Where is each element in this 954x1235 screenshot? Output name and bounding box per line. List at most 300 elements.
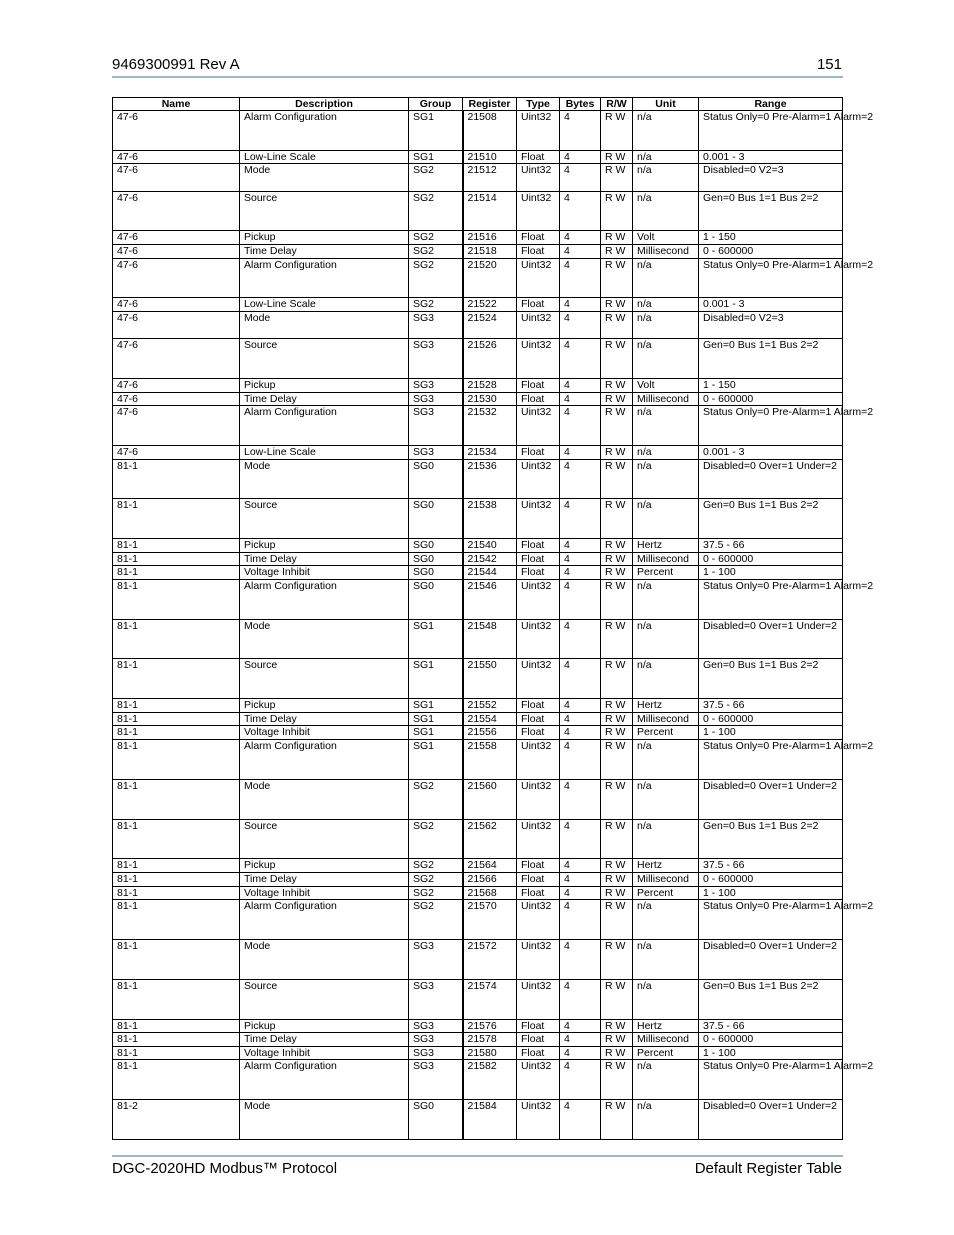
cell-unit: n/a	[633, 579, 699, 619]
cell-bytes: 4	[560, 659, 601, 699]
table-header-row	[113, 98, 843, 111]
table-row	[113, 699, 843, 713]
cell-name: 47-6	[113, 339, 240, 379]
cell-name: 47-6	[113, 244, 240, 258]
cell-register: 21514	[463, 191, 517, 231]
cell-description: Alarm Configuration	[240, 740, 409, 780]
cell-bytes: 4	[560, 406, 601, 446]
cell-rw: R W	[601, 298, 633, 312]
table-row	[113, 779, 843, 819]
cell-rw: R W	[601, 579, 633, 619]
cell-bytes: 4	[560, 164, 601, 191]
cell-rw: R W	[601, 244, 633, 258]
cell-name: 81-1	[113, 499, 240, 539]
cell-rw: R W	[601, 1046, 633, 1060]
cell-rw: R W	[601, 726, 633, 740]
table-row	[113, 406, 843, 446]
cell-type: Float	[517, 873, 560, 887]
table-row	[113, 111, 843, 151]
cell-rw: R W	[601, 712, 633, 726]
table-row	[113, 886, 843, 900]
cell-name: 81-1	[113, 726, 240, 740]
footer-rule	[112, 1155, 843, 1157]
cell-register: 21546	[463, 579, 517, 619]
cell-unit: n/a	[633, 819, 699, 859]
cell-group: SG2	[409, 819, 463, 859]
cell-bytes: 4	[560, 459, 601, 499]
cell-bytes: 4	[560, 445, 601, 459]
cell-group: SG2	[409, 164, 463, 191]
cell-description: Mode	[240, 940, 409, 980]
cell-description: Source	[240, 659, 409, 699]
cell-bytes: 4	[560, 392, 601, 406]
cell-range: Gen=0 Bus 1=1 Bus 2=2	[699, 339, 843, 379]
cell-rw: R W	[601, 378, 633, 392]
cell-bytes: 4	[560, 726, 601, 740]
cell-unit: Hertz	[633, 699, 699, 713]
cell-type: Float	[517, 1046, 560, 1060]
cell-unit: n/a	[633, 339, 699, 379]
cell-type: Float	[517, 378, 560, 392]
cell-name: 47-6	[113, 191, 240, 231]
cell-rw: R W	[601, 979, 633, 1019]
cell-group: SG0	[409, 1100, 463, 1140]
cell-type: Float	[517, 552, 560, 566]
column-header-register: Register	[463, 98, 517, 111]
cell-name: 81-1	[113, 900, 240, 940]
cell-unit: Volt	[633, 378, 699, 392]
cell-register: 21520	[463, 258, 517, 298]
cell-group: SG3	[409, 311, 463, 338]
cell-unit: Millisecond	[633, 392, 699, 406]
cell-range: 0.001 - 3	[699, 445, 843, 459]
cell-group: SG3	[409, 1033, 463, 1047]
table-row	[113, 539, 843, 553]
cell-unit: n/a	[633, 150, 699, 164]
cell-unit: n/a	[633, 619, 699, 659]
cell-range: Disabled=0 Over=1 Under=2	[699, 779, 843, 819]
cell-register: 21556	[463, 726, 517, 740]
cell-rw: R W	[601, 859, 633, 873]
cell-group: SG3	[409, 445, 463, 459]
cell-type: Uint32	[517, 164, 560, 191]
cell-type: Uint32	[517, 459, 560, 499]
cell-register: 21554	[463, 712, 517, 726]
cell-register: 21524	[463, 311, 517, 338]
footer-product-title: DGC-2020HD Modbus™ Protocol	[112, 1160, 338, 1177]
cell-name: 81-2	[113, 1100, 240, 1140]
cell-range: Status Only=0 Pre-Alarm=1 Alarm=2	[699, 740, 843, 780]
cell-group: SG0	[409, 579, 463, 619]
cell-name: 81-1	[113, 699, 240, 713]
cell-name: 81-1	[113, 1060, 240, 1100]
table-row	[113, 150, 843, 164]
cell-group: SG2	[409, 231, 463, 245]
cell-type: Uint32	[517, 940, 560, 980]
cell-type: Float	[517, 859, 560, 873]
cell-description: Mode	[240, 1100, 409, 1140]
cell-name: 81-1	[113, 859, 240, 873]
cell-type: Float	[517, 298, 560, 312]
cell-range: 0 - 600000	[699, 873, 843, 887]
cell-name: 81-1	[113, 979, 240, 1019]
cell-description: Time Delay	[240, 244, 409, 258]
cell-name: 81-1	[113, 1033, 240, 1047]
cell-unit: Volt	[633, 231, 699, 245]
cell-rw: R W	[601, 258, 633, 298]
cell-type: Uint32	[517, 900, 560, 940]
cell-description: Mode	[240, 619, 409, 659]
table-row	[113, 579, 843, 619]
cell-range: 37.5 - 66	[699, 1019, 843, 1033]
cell-type: Float	[517, 539, 560, 553]
cell-unit: n/a	[633, 111, 699, 151]
column-header-range: Range	[699, 98, 843, 111]
cell-group: SG2	[409, 191, 463, 231]
cell-group: SG3	[409, 378, 463, 392]
column-header-unit: Unit	[633, 98, 699, 111]
cell-description: Mode	[240, 779, 409, 819]
cell-unit: n/a	[633, 445, 699, 459]
table-row	[113, 231, 843, 245]
cell-register: 21578	[463, 1033, 517, 1047]
cell-group: SG3	[409, 392, 463, 406]
cell-register: 21580	[463, 1046, 517, 1060]
cell-rw: R W	[601, 1019, 633, 1033]
cell-description: Voltage Inhibit	[240, 1046, 409, 1060]
table-row	[113, 740, 843, 780]
cell-unit: n/a	[633, 1060, 699, 1100]
cell-unit: Hertz	[633, 1019, 699, 1033]
cell-register: 21522	[463, 298, 517, 312]
cell-description: Time Delay	[240, 712, 409, 726]
cell-rw: R W	[601, 459, 633, 499]
cell-range: 1 - 100	[699, 566, 843, 580]
cell-type: Float	[517, 1019, 560, 1033]
cell-unit: Millisecond	[633, 552, 699, 566]
cell-register: 21552	[463, 699, 517, 713]
table-row	[113, 1033, 843, 1047]
table-row	[113, 859, 843, 873]
cell-range: Status Only=0 Pre-Alarm=1 Alarm=2	[699, 900, 843, 940]
cell-unit: Percent	[633, 886, 699, 900]
cell-bytes: 4	[560, 712, 601, 726]
cell-unit: n/a	[633, 659, 699, 699]
cell-type: Uint32	[517, 406, 560, 446]
cell-unit: n/a	[633, 940, 699, 980]
cell-register: 21534	[463, 445, 517, 459]
cell-range: 37.5 - 66	[699, 859, 843, 873]
cell-description: Pickup	[240, 539, 409, 553]
column-header-bytes: Bytes	[560, 98, 601, 111]
cell-range: Status Only=0 Pre-Alarm=1 Alarm=2	[699, 258, 843, 298]
cell-rw: R W	[601, 392, 633, 406]
cell-range: 1 - 100	[699, 726, 843, 740]
cell-unit: n/a	[633, 1100, 699, 1140]
cell-name: 81-1	[113, 539, 240, 553]
cell-name: 47-6	[113, 231, 240, 245]
cell-description: Mode	[240, 311, 409, 338]
cell-type: Float	[517, 244, 560, 258]
cell-unit: n/a	[633, 311, 699, 338]
cell-description: Alarm Configuration	[240, 111, 409, 151]
cell-bytes: 4	[560, 819, 601, 859]
table-row	[113, 459, 843, 499]
cell-name: 47-6	[113, 164, 240, 191]
cell-type: Uint32	[517, 619, 560, 659]
cell-rw: R W	[601, 499, 633, 539]
footer-section-title: Default Register Table	[694, 1160, 842, 1177]
cell-bytes: 4	[560, 191, 601, 231]
cell-unit: Millisecond	[633, 712, 699, 726]
cell-rw: R W	[601, 619, 633, 659]
cell-type: Uint32	[517, 819, 560, 859]
cell-group: SG0	[409, 552, 463, 566]
cell-type: Uint32	[517, 339, 560, 379]
cell-rw: R W	[601, 940, 633, 980]
cell-name: 81-1	[113, 873, 240, 887]
cell-bytes: 4	[560, 699, 601, 713]
cell-type: Uint32	[517, 191, 560, 231]
cell-unit: n/a	[633, 900, 699, 940]
cell-bytes: 4	[560, 900, 601, 940]
cell-unit: n/a	[633, 258, 699, 298]
cell-group: SG1	[409, 659, 463, 699]
cell-description: Low-Line Scale	[240, 445, 409, 459]
table-row	[113, 339, 843, 379]
cell-type: Float	[517, 566, 560, 580]
cell-rw: R W	[601, 1060, 633, 1100]
cell-description: Mode	[240, 459, 409, 499]
table-row	[113, 392, 843, 406]
cell-unit: Percent	[633, 566, 699, 580]
cell-name: 81-1	[113, 779, 240, 819]
table-body	[113, 111, 874, 1140]
cell-type: Uint32	[517, 579, 560, 619]
document-number: 9469300991 Rev A	[112, 56, 240, 73]
cell-name: 47-6	[113, 445, 240, 459]
cell-group: SG0	[409, 459, 463, 499]
cell-description: Time Delay	[240, 1033, 409, 1047]
cell-rw: R W	[601, 819, 633, 859]
cell-name: 81-1	[113, 459, 240, 499]
cell-name: 47-6	[113, 111, 240, 151]
cell-range: Status Only=0 Pre-Alarm=1 Alarm=2	[699, 579, 843, 619]
cell-name: 81-1	[113, 712, 240, 726]
cell-register: 21508	[463, 111, 517, 151]
cell-range: Disabled=0 Over=1 Under=2	[699, 459, 843, 499]
table-row	[113, 726, 843, 740]
cell-group: SG1	[409, 740, 463, 780]
cell-unit: n/a	[633, 740, 699, 780]
cell-bytes: 4	[560, 1100, 601, 1140]
cell-name: 81-1	[113, 566, 240, 580]
cell-rw: R W	[601, 699, 633, 713]
cell-name: 81-1	[113, 579, 240, 619]
cell-description: Pickup	[240, 859, 409, 873]
cell-bytes: 4	[560, 258, 601, 298]
cell-range: 0 - 600000	[699, 244, 843, 258]
column-header-description: Description	[240, 98, 409, 111]
cell-description: Pickup	[240, 699, 409, 713]
cell-bytes: 4	[560, 552, 601, 566]
cell-group: SG2	[409, 886, 463, 900]
cell-range: Gen=0 Bus 1=1 Bus 2=2	[699, 979, 843, 1019]
cell-type: Uint32	[517, 111, 560, 151]
cell-name: 81-1	[113, 819, 240, 859]
cell-register: 21576	[463, 1019, 517, 1033]
cell-description: Alarm Configuration	[240, 406, 409, 446]
cell-group: SG3	[409, 1019, 463, 1033]
cell-bytes: 4	[560, 111, 601, 151]
cell-unit: Millisecond	[633, 244, 699, 258]
cell-group: SG0	[409, 539, 463, 553]
table-row	[113, 499, 843, 539]
cell-type: Uint32	[517, 740, 560, 780]
cell-unit: n/a	[633, 164, 699, 191]
cell-register: 21582	[463, 1060, 517, 1100]
cell-name: 81-1	[113, 659, 240, 699]
page-footer	[112, 1160, 842, 1180]
cell-range: Status Only=0 Pre-Alarm=1 Alarm=2	[699, 1060, 843, 1100]
table-row	[113, 298, 843, 312]
cell-group: SG2	[409, 298, 463, 312]
cell-description: Alarm Configuration	[240, 579, 409, 619]
cell-group: SG1	[409, 712, 463, 726]
cell-type: Float	[517, 445, 560, 459]
cell-bytes: 4	[560, 339, 601, 379]
table-row	[113, 819, 843, 859]
cell-range: 1 - 100	[699, 886, 843, 900]
cell-register: 21544	[463, 566, 517, 580]
table-row	[113, 1019, 843, 1033]
cell-type: Float	[517, 726, 560, 740]
cell-description: Source	[240, 191, 409, 231]
cell-name: 47-6	[113, 406, 240, 446]
cell-range: Disabled=0 V2=3	[699, 164, 843, 191]
cell-group: SG1	[409, 699, 463, 713]
cell-group: SG2	[409, 900, 463, 940]
table-row	[113, 164, 843, 191]
cell-register: 21548	[463, 619, 517, 659]
cell-rw: R W	[601, 779, 633, 819]
table-row	[113, 1100, 843, 1140]
cell-type: Float	[517, 712, 560, 726]
cell-bytes: 4	[560, 940, 601, 980]
cell-rw: R W	[601, 111, 633, 151]
cell-range: Disabled=0 V2=3	[699, 311, 843, 338]
cell-unit: n/a	[633, 459, 699, 499]
cell-register: 21568	[463, 886, 517, 900]
cell-range: Disabled=0 Over=1 Under=2	[699, 1100, 843, 1140]
cell-register: 21572	[463, 940, 517, 980]
cell-range: 37.5 - 66	[699, 699, 843, 713]
cell-range: 1 - 150	[699, 231, 843, 245]
table-row	[113, 979, 843, 1019]
cell-unit: n/a	[633, 499, 699, 539]
cell-group: SG3	[409, 339, 463, 379]
table-row	[113, 191, 843, 231]
cell-name: 81-1	[113, 940, 240, 980]
cell-bytes: 4	[560, 1046, 601, 1060]
page-header	[112, 56, 842, 76]
cell-bytes: 4	[560, 886, 601, 900]
cell-register: 21566	[463, 873, 517, 887]
cell-name: 47-6	[113, 378, 240, 392]
cell-description: Source	[240, 499, 409, 539]
cell-bytes: 4	[560, 859, 601, 873]
cell-rw: R W	[601, 164, 633, 191]
cell-rw: R W	[601, 339, 633, 379]
cell-range: 0.001 - 3	[699, 298, 843, 312]
table-row	[113, 552, 843, 566]
cell-type: Uint32	[517, 979, 560, 1019]
table-row	[113, 311, 843, 338]
cell-bytes: 4	[560, 298, 601, 312]
cell-name: 47-6	[113, 392, 240, 406]
table-row	[113, 566, 843, 580]
cell-type: Uint32	[517, 779, 560, 819]
cell-type: Uint32	[517, 1060, 560, 1100]
cell-register: 21558	[463, 740, 517, 780]
page-number: 151	[816, 56, 842, 73]
cell-register: 21510	[463, 150, 517, 164]
cell-unit: Hertz	[633, 859, 699, 873]
cell-name: 47-6	[113, 258, 240, 298]
cell-group: SG3	[409, 406, 463, 446]
cell-bytes: 4	[560, 150, 601, 164]
cell-bytes: 4	[560, 619, 601, 659]
table-row	[113, 873, 843, 887]
cell-register: 21560	[463, 779, 517, 819]
cell-description: Pickup	[240, 378, 409, 392]
cell-group: SG2	[409, 244, 463, 258]
cell-register: 21564	[463, 859, 517, 873]
cell-group: SG2	[409, 859, 463, 873]
cell-unit: Millisecond	[633, 1033, 699, 1047]
cell-register: 21562	[463, 819, 517, 859]
cell-type: Uint32	[517, 499, 560, 539]
cell-unit: n/a	[633, 779, 699, 819]
cell-type: Float	[517, 150, 560, 164]
cell-register: 21570	[463, 900, 517, 940]
cell-description: Source	[240, 339, 409, 379]
cell-range: Gen=0 Bus 1=1 Bus 2=2	[699, 499, 843, 539]
cell-description: Source	[240, 819, 409, 859]
header-rule	[112, 76, 843, 78]
cell-rw: R W	[601, 539, 633, 553]
cell-register: 21574	[463, 979, 517, 1019]
column-header-type: Type	[517, 98, 560, 111]
cell-range: Disabled=0 Over=1 Under=2	[699, 940, 843, 980]
cell-description: Low-Line Scale	[240, 298, 409, 312]
cell-register: 21532	[463, 406, 517, 446]
cell-bytes: 4	[560, 873, 601, 887]
cell-description: Pickup	[240, 231, 409, 245]
cell-rw: R W	[601, 231, 633, 245]
cell-rw: R W	[601, 740, 633, 780]
cell-group: SG0	[409, 566, 463, 580]
cell-rw: R W	[601, 1033, 633, 1047]
cell-group: SG1	[409, 726, 463, 740]
cell-type: Float	[517, 886, 560, 900]
cell-description: Voltage Inhibit	[240, 726, 409, 740]
cell-name: 81-1	[113, 1019, 240, 1033]
cell-description: Source	[240, 979, 409, 1019]
cell-rw: R W	[601, 552, 633, 566]
cell-rw: R W	[601, 406, 633, 446]
cell-bytes: 4	[560, 499, 601, 539]
